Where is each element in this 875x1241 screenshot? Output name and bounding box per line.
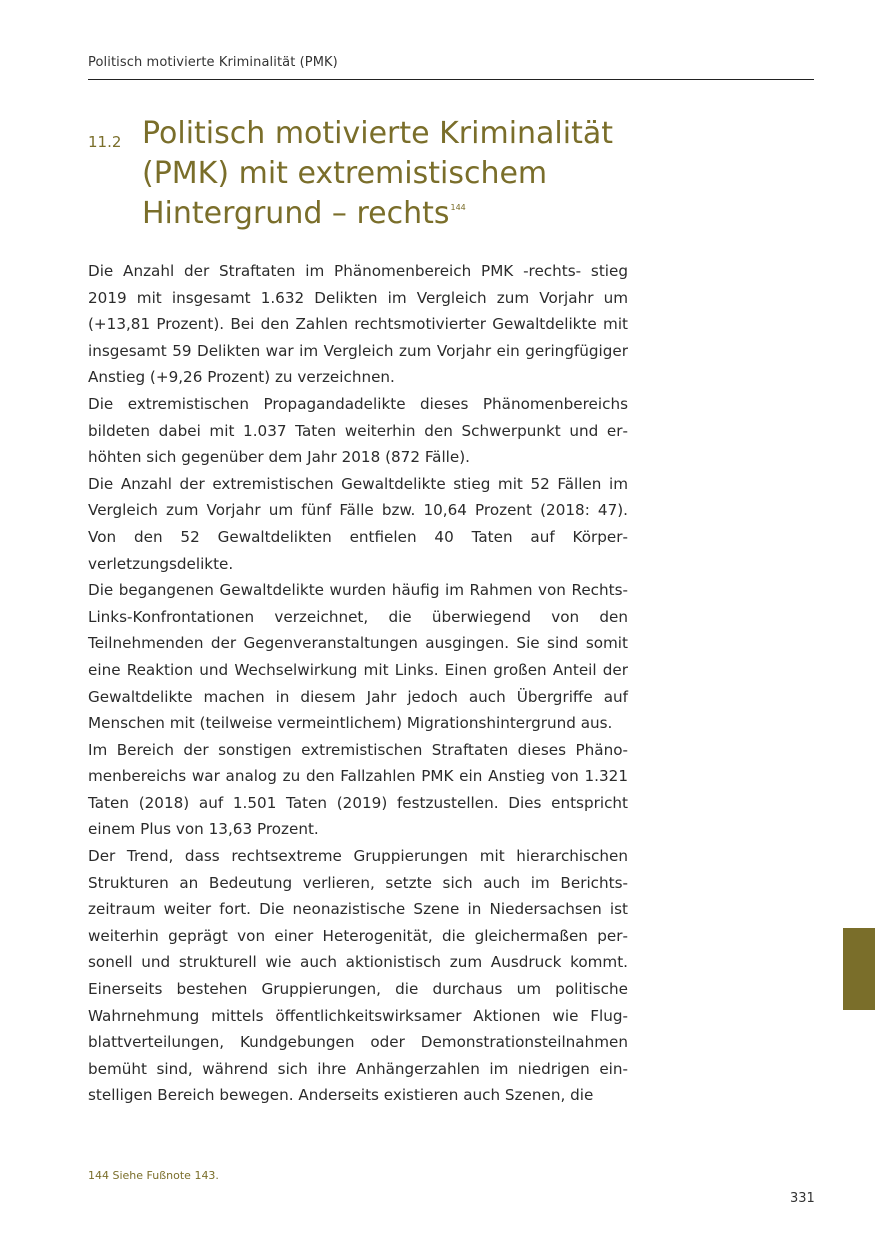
paragraph: Die begangenen Gewaltdelikte wurden häufig im Rahmen von Rechts-Links-Konfrontationen verzeichnet, die überwiegend von den Teilnehmenden der Gegenveranstaltungen ausgingen. Sie sind somit eine Reaktion und Wechselwirkung mit Links. Einen großen Anteil der Gewaltdelikte machen in diesem Jahr jedoch auch Übergriffe auf Menschen mit (teilweise vermeintlichem) Migrationshintergrund aus.: [88, 581, 628, 733]
paragraph: Die Anzahl der Straftaten im Phänomenbereich PMK -rechts- stieg 2019 mit insgesamt 1.632 Delikten im Vergleich zum Vorjahr um (+13,81 Prozent). Bei den Zahlen rechtsmotivierter Gewaltdelikte mit insgesamt 59 Delikten war im Vergleich zum Vorjahr ein geringfügiger Anstieg (+9,26 Prozent) zu verzeichnen.: [88, 262, 628, 387]
running-header: Politisch motivierte Kriminalität (PMK): [88, 55, 338, 70]
body-text: [88, 258, 628, 1109]
section-title-text: Politisch motivierte Kriminalität (PMK) mit extremistischem Hintergrund – rechts: [142, 116, 614, 231]
header-rule: [88, 79, 814, 80]
paragraph: Im Bereich der sonstigen extremistischen Straftaten dieses Phänomenbereichs war analog zu den Fallzahlen PMK ein Anstieg von 1.321 Taten (2018) auf 1.501 Taten (2019) festzustellen. Dies entspricht einem Plus von 13,63 Prozent.: [88, 740, 628, 839]
paragraph: Die extremistischen Propagandadelikte dieses Phänomenbereichs bildeten dabei mit 1.037 Taten weiterhin den Schwerpunkt und erhöhten sich gegenüber dem Jahr 2018 (872 Fälle).: [88, 394, 628, 467]
section-number: 11.2: [88, 133, 122, 151]
footnote: 144 Siehe Fußnote 143.: [88, 1169, 219, 1182]
footnote-marker: 144: [450, 203, 466, 212]
chapter-thumb-tab: [843, 928, 875, 1010]
section-title: [142, 114, 662, 234]
paragraph: Der Trend, dass rechtsextreme Gruppierungen mit hierarchischen Strukturen an Bedeutung verlieren, setzte sich auch im Berichtszeitraum weiter fort. Die neonazistische Szene in Niedersachsen ist weiterhin geprägt von einer Heterogenität, die gleichermaßen personell und strukturell wie auch aktionistisch zum Ausdruck kommt. Einerseits bestehen Gruppierungen, die durchaus um politische Wahrnehmung mittels öffentlichkeitswirksamer Aktionen wie Flugblattverteilungen, Kundgebungen oder Demonstrationsteilnahmen bemüht sind, während sich ihre Anhängerzahlen im niedrigen einstelligen Bereich bewegen. Anderseits existieren auch Szenen, die: [88, 847, 628, 1105]
paragraph: Die Anzahl der extremistischen Gewaltdelikte stieg mit 52 Fällen im Vergleich zum Vorjahr um fünf Fälle bzw. 10,64 Prozent (2018: 47). Von den 52 Gewaltdelikten entfielen 40 Taten auf Körperverletzungsdelikte.: [88, 474, 628, 573]
page-number: 331: [790, 1191, 815, 1206]
